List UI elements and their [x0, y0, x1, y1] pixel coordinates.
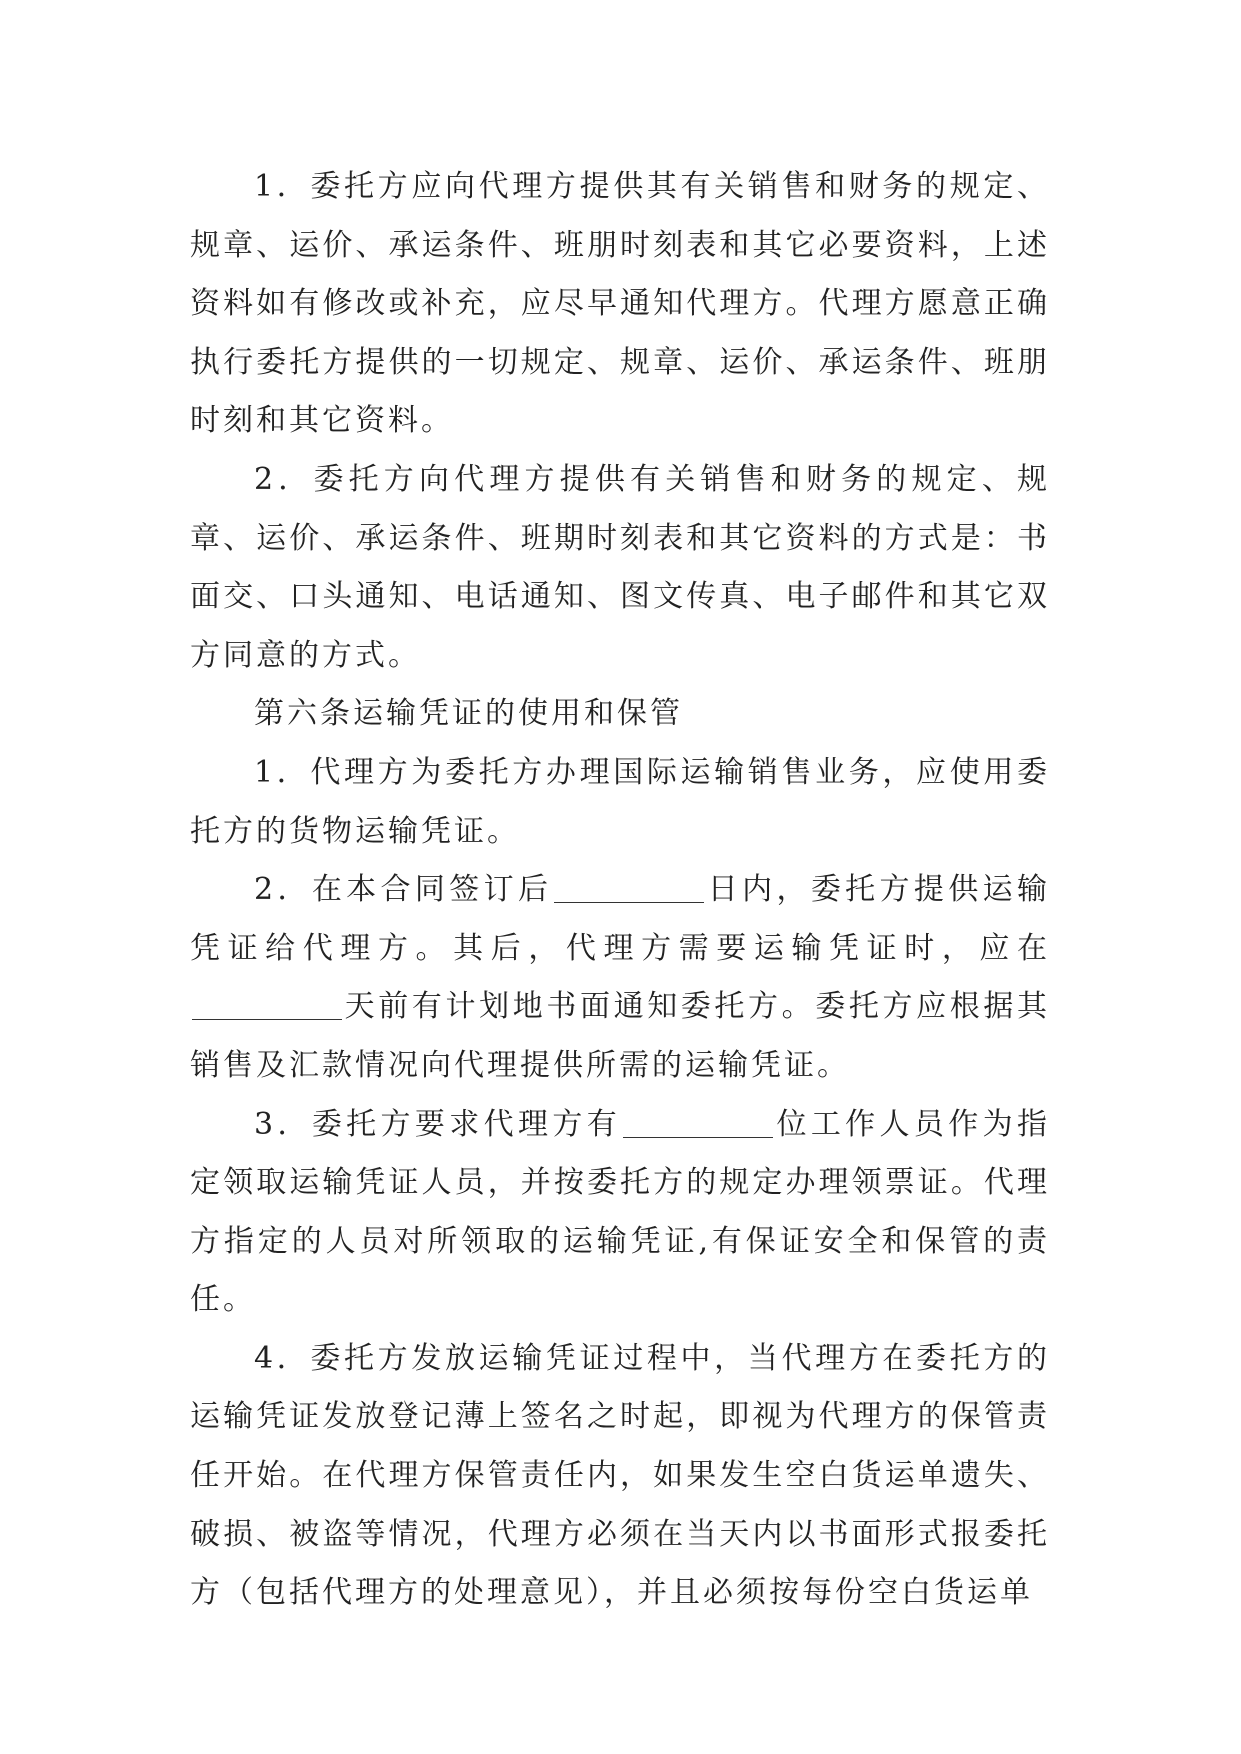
paragraph-4-part-3: 天前有计划地书面通知委托方。委托方应根据其销售及汇款情况向代理提供所需的运输凭证。: [190, 989, 1050, 1083]
paragraph-4-part-1: 2．在本合同签订后: [254, 872, 553, 908]
paragraph-5-part-2: 位工作人员作为指定领取运输凭证人员，并按委托方的规定办理领票证。代理方指定的人员对所领取的运输凭证,有保证安全和保管的责任。: [190, 1106, 1051, 1318]
section-heading: 第六条运输凭证的使用和保管: [254, 696, 683, 732]
fill-in-blank-staff-count: [623, 1107, 773, 1138]
paragraph-4-part-2: 日内，委托方提供运输凭证给代理方。其后，代理方需要运输凭证时，应在: [190, 872, 1050, 966]
paragraph-2: 2．委托方向代理方提供有关销售和财务的规定、规章、运价、承运条件、班期时刻表和其它资料的方式是：书面交、口头通知、电话通知、图文传真、电子邮件和其它双方同意的方式。: [190, 461, 1050, 673]
paragraph-4: [190, 861, 1050, 1095]
fill-in-blank-advance-days: [192, 989, 342, 1020]
paragraph-1: 1．委托方应向代理方提供其有关销售和财务的规定、规章、运价、承运条件、班朋时刻表和其它必要资料，上述资料如有修改或补充，应尽早通知代理方。代理方愿意正确执行委托方提供的一切规定、规章、运价、承运条件、班朋时刻和其它资料。: [190, 169, 1050, 439]
paragraph-3: 1．代理方为委托方办理国际运输销售业务，应使用委托方的货物运输凭证。: [190, 754, 1050, 849]
paragraph-5: [190, 1096, 1050, 1330]
fill-in-blank-days: [554, 872, 704, 903]
paragraph-5-part-1: 3．委托方要求代理方有: [254, 1106, 622, 1142]
document-body: [190, 158, 1050, 1623]
paragraph-6: 4．委托方发放运输凭证过程中，当代理方在委托方的运输凭证发放登记薄上签名之时起，即视为代理方的保管责任开始。在代理方保管责任内，如果发生空白货运单遗失、破损、被盗等情况，代理方必须在当天内以书面形式报委托方（包括代理方的处理意见），并且必须按每份空白货运单: [190, 1340, 1050, 1611]
